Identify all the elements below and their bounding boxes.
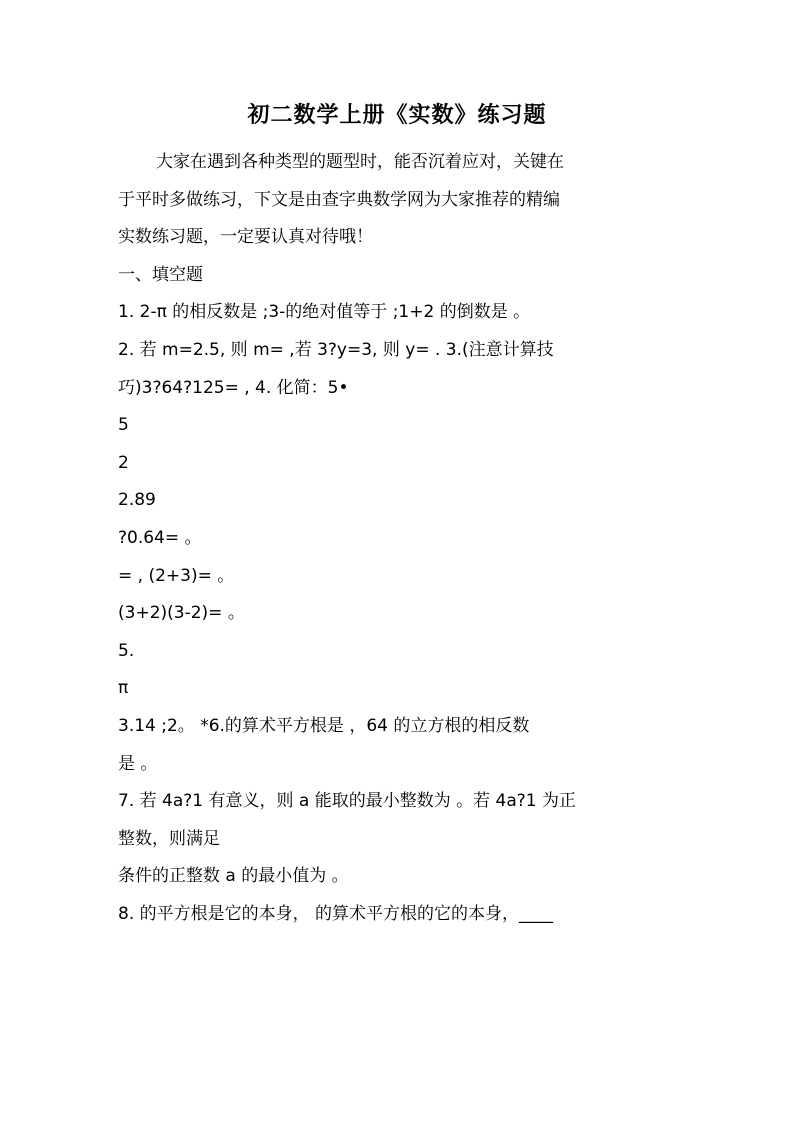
document-title: 初二数学上册《实数》练习题 — [247, 103, 547, 128]
document-body — [118, 144, 678, 933]
text-line: 2.89 — [118, 490, 156, 511]
question-2-3: 2. 若 m=2.5, 则 m= ,若 3?y=3, 则 y= . 3.(注意计算技 — [118, 339, 554, 360]
question-3-4: 巧)3?64?125= , 4. 化简：5• — [118, 377, 349, 398]
intro-line-1: 大家在遇到各种类型的题型时，能否沉着应对，关键在 — [156, 152, 564, 172]
text-line: 是 。 — [118, 753, 158, 774]
text-line: (3+2)(3-2)= 。 — [118, 603, 245, 624]
intro-line-3: 实数练习题，一定要认真对待哦！ — [118, 227, 373, 248]
question-7: 7. 若 4a?1 有意义，则 a 能取的最小整数为 。若 4a?1 为正 — [118, 791, 577, 812]
question-5: 5. — [118, 640, 135, 661]
text-line: 2 — [118, 452, 129, 473]
intro-line-2: 于平时多做练习，下文是由查字典数学网为大家推荐的精编 — [118, 189, 560, 210]
text-line: = , (2+3)= 。 — [118, 565, 235, 586]
text-line: 整数，则满足 — [118, 828, 220, 849]
text-line: 5 — [118, 415, 129, 436]
question-6: 3.14 ;2。 *6.的算术平方根是 ，64 的立方根的相反数 — [118, 715, 530, 736]
question-8: 8. 的平方根是它的本身， 的算术平方根的它的本身，____ — [118, 903, 554, 924]
text-line: π — [118, 678, 129, 699]
text-line: 条件的正整数 a 的最小值为 。 — [118, 866, 349, 887]
question-1: 1. 2-π 的相反数是 ;3-的绝对值等于 ;1+2 的倒数是 。 — [118, 302, 531, 323]
text-line: ?0.64= 。 — [118, 527, 202, 548]
section-heading-fill-blank: 一、填空题 — [118, 264, 203, 285]
